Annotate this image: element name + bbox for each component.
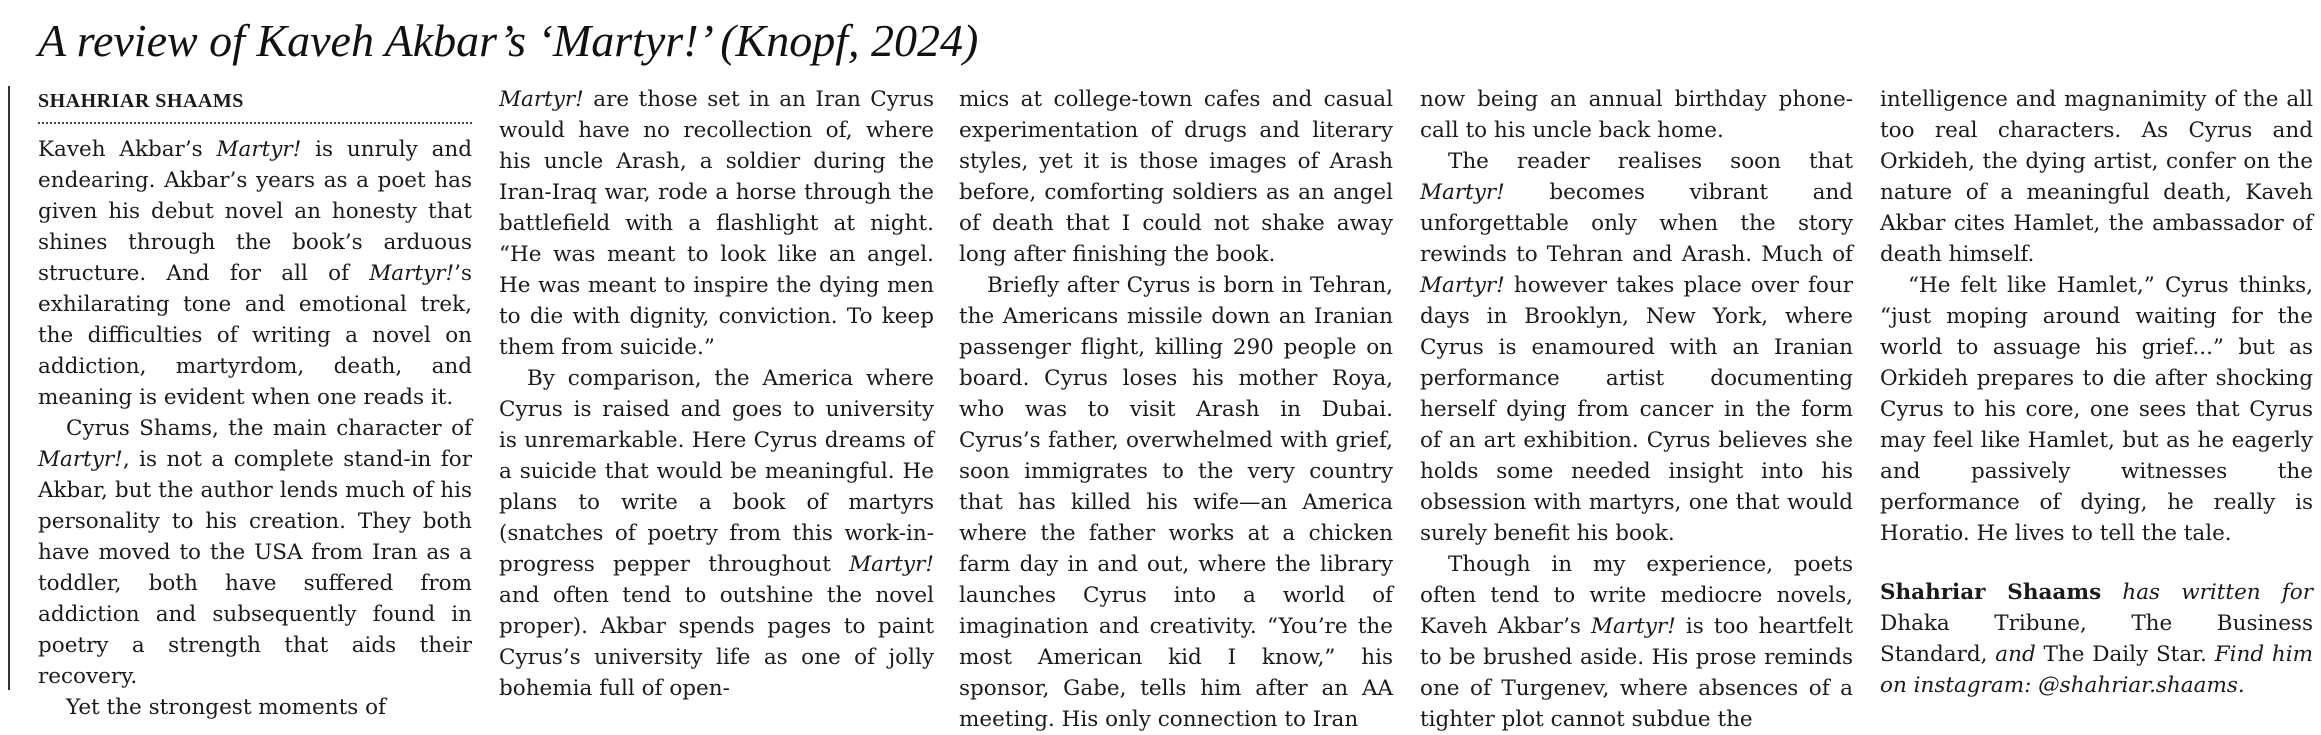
paragraph: Kaveh Akbar’s Martyr! is unruly and endearing. Akbar’s years as a poet has given his debut novel an honesty that shines through the book’s arduous structure. And for all of Martyr!’s exhilarating tone and emotional trek, the difficulties of writing a novel on addiction, martyrdom, death, and meaning is evident when one reads it. <box>38 137 473 410</box>
column-4 <box>1420 84 1853 732</box>
paragraph: Yet the strongest moments of <box>66 695 387 720</box>
column-2 <box>499 84 934 704</box>
column-3 <box>959 84 1393 732</box>
left-rule <box>8 86 10 690</box>
paragraph: intelligence and magnanimity of the all too real characters. As Cyrus and Orkideh, the dying artist, confer on the nature of a meaningful death, Kaveh Akbar cites Hamlet, the ambassador of death himself. <box>1880 87 2313 267</box>
column-1 <box>38 84 473 720</box>
paragraph: By comparison, the America where Cyrus is raised and goes to university is unremarkable. Here Cyrus dreams of a suicide that would be meaningful. He plans to write a book of martyrs (snatches of poetry from this work-in-progress pepper throughout Martyr! and often tend to outshine the novel proper). Akbar spends pages to paint Cyrus’s university life as one of jolly bohemia full of open- <box>499 366 934 701</box>
headline: A review of Kaveh Akbar’s ‘Martyr!’ (Knopf, 2024) <box>38 15 979 66</box>
paragraph: Though in my experience, poets often tend to write mediocre novels, Kaveh Akbar’s Martyr! is too heartfelt to be brushed aside. His prose reminds one of Turgenev, where absences of a tighter plot cannot subdue the <box>1420 552 1853 732</box>
paragraph: now being an annual birthday phone-call to his uncle back home. <box>1420 87 1853 143</box>
paragraph: mics at college-town cafes and casual experimentation of drugs and literary styles, yet it is those images of Arash before, comforting soldiers as an angel of death that I could not shake away long after finishing the book. <box>959 87 1393 267</box>
byline: SHAHRIAR SHAAMS <box>38 84 472 124</box>
paragraph: “He felt like Hamlet,” Cyrus thinks, “just moping around waiting for the world to assuage his grief...” but as Orkideh prepares to die after shocking Cyrus to his core, one sees that Cyrus may feel like Hamlet, but as he eagerly and passively witnesses the performance of dying, he really is Horatio. He lives to tell the tale. <box>1880 273 2313 546</box>
paragraph: Martyr! are those set in an Iran Cyrus would have no recollection of, where his uncle Arash, a soldier during the Iran-Iraq war, rode a horse through the battlefield with a flashlight at night. “He was meant to look like an angel. He was meant to inspire the dying men to die with dignity, conviction. To keep them from suicide.” <box>499 87 934 360</box>
author-bio: Shahriar Shaams has written for Dhaka Tribune, The Business Standard, and The Daily Star. Find him on instagram: @shahriar.shaams. <box>1880 580 2313 698</box>
column-5 <box>1880 84 2313 704</box>
paragraph: Briefly after Cyrus is born in Tehran, the Americans missile down an Iranian passenger flight, killing 290 people on board. Cyrus loses his mother Roya, who was to visit Arash in Dubai. Cyrus’s father, overwhelmed with grief, soon immigrates to the very country that has killed his wife—an America where the father works at a chicken farm day in and out, where the library launches Cyrus into a world of imagination and creativity. “You’re the most American kid I know,” his sponsor, Gabe, tells him after an AA meeting. His only connection to Iran <box>959 273 1393 732</box>
paragraph: The reader realises soon that Martyr! becomes vibrant and unforgettable only when the story rewinds to Tehran and Arash. Much of Martyr! however takes place over four days in Brooklyn, New York, where Cyrus is enamoured with an Iranian performance artist documenting herself dying from cancer in the form of an art exhibition. Cyrus believes she holds some needed insight into his obsession with martyrs, one that would surely benefit his book. <box>1420 149 1853 546</box>
paragraph: Cyrus Shams, the main character of Martyr!, is not a complete stand-in for Akbar, but the author lends much of his personality to his creation. They both have moved to the USA from Iran as a toddler, both have suffered from addiction and subsequently found in poetry a strength that aids their recovery. <box>38 416 472 689</box>
